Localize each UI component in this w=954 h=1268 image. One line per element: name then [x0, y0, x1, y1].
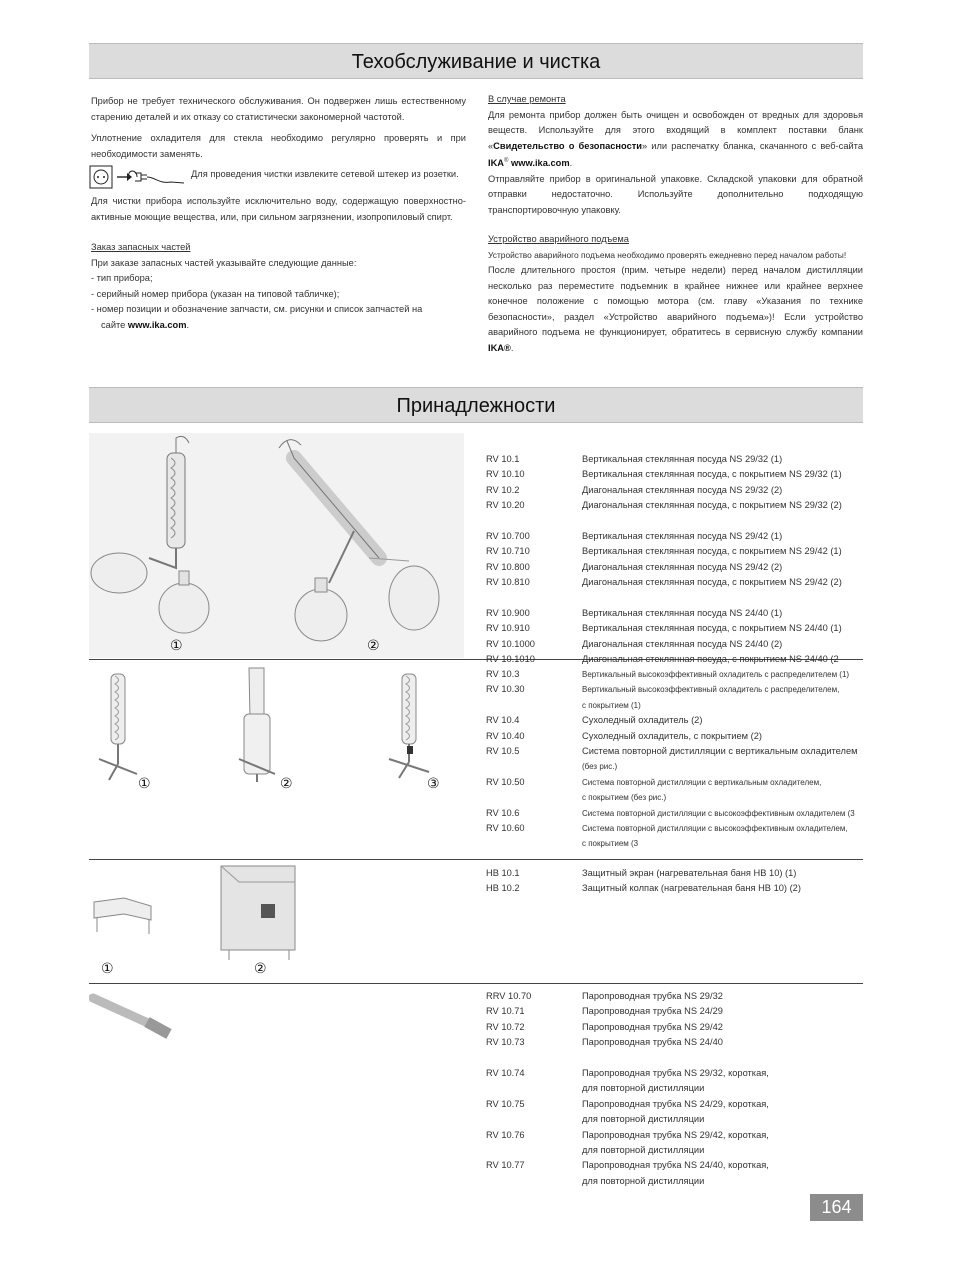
item-code: RRV 10.70	[486, 991, 532, 1001]
item-description: Вертикальная стеклянная посуда, с покрытием NS 24/40 (1)	[582, 623, 842, 634]
glassware-image	[89, 433, 464, 658]
label-two: ②	[280, 775, 293, 791]
shields-drawing	[89, 862, 299, 962]
spare-parts-item: - номер позиции и обозначение запчасти, см. рисунки и список запчастей на	[91, 304, 423, 314]
item-code: RV 10.20	[486, 500, 525, 511]
item-code: RV 10.1010	[486, 654, 535, 665]
repair-text: Для ремонта прибор должен быть очищен и освобожден от вредных для здоровья веществ. Используйте для этого входящий в комплект поставки бланк «Свидетельство о безопасности» или распечатку бланка, скачанного с веб-сайта IKA® www.ika.com.	[488, 109, 864, 169]
item-code: RV 10.60	[486, 823, 525, 834]
item-code: RV 10.3	[486, 669, 520, 679]
item-description: Защитный экран (нагревательная баня HB 10) (1)	[582, 868, 797, 878]
ika-link[interactable]: www.ika.com	[511, 158, 570, 169]
item-code: RV 10.10	[486, 469, 525, 480]
item-description: Вертикальная стеклянная посуда, с покрытием NS 29/42 (1)	[582, 546, 842, 557]
section-title-accessories: Принадлежности	[89, 387, 863, 423]
item-code: RV 10.1	[486, 454, 520, 464]
repair-text-1: Для ремонта прибор должен быть очищен и освобожден от вредных для здоровья веществ. Используйте для этого входящий в комплект поставки бланк «	[488, 109, 863, 151]
maint-para-3: Для чистки прибора используйте исключительно воду, содержащую поверхностно-активные моющие вещества, или, при сильном загрязнении, изопропиловый спирт.	[91, 196, 466, 222]
item-code: RV 10.72	[486, 1021, 525, 1032]
item-description: Система повторной дистилляции с высокоэффективным охладителем,	[582, 824, 848, 834]
glassware-descriptions	[582, 452, 864, 668]
item-code: RV 10.71	[486, 1006, 525, 1017]
item-code	[486, 698, 525, 713]
item-description: с покрытием (1)	[582, 700, 641, 710]
repair-block	[488, 92, 863, 218]
item-description: Система повторной дистилляции с вертикальным охладителем	[582, 746, 858, 757]
item-code: RV 10.50	[486, 776, 525, 787]
item-code: RV 10.76	[486, 1129, 525, 1140]
label-one: ①	[138, 775, 151, 791]
ika-brand: IKA	[488, 158, 505, 169]
item-description: Паропроводная трубка NS 24/40	[582, 1037, 723, 1048]
vapor-tube-drawing	[89, 990, 179, 1040]
item-code	[486, 514, 535, 529]
item-code: RV 10.710	[486, 546, 530, 557]
item-description: Вертикальная стеклянная посуда NS 24/40 (1)	[582, 608, 783, 619]
spare-parts-title: Заказ запасных частей	[91, 242, 191, 252]
vapor-tube-codes	[486, 989, 531, 1174]
item-code: RV 10.6	[486, 807, 520, 818]
safety-cert: Свидетельство о безопасности	[493, 140, 643, 151]
item-code: RV 10.40	[486, 730, 525, 741]
item-description: для повторной дистилляции	[582, 1083, 705, 1094]
item-description: Вертикальная стеклянная посуда NS 29/32 (1)	[582, 454, 783, 464]
unplug-note: Для проведения чистки извлеките сетевой штекер из розетки.	[191, 169, 459, 179]
reg-mark: ®	[504, 158, 509, 164]
item-description: Система повторной дистилляции с вертикальным охладителем,	[582, 777, 822, 787]
item-description: Паропроводная трубка NS 24/29	[582, 1006, 723, 1017]
item-code: RV 10.30	[486, 684, 525, 695]
item-description: Паропроводная трубка NS 24/40, короткая,	[582, 1160, 769, 1171]
item-code	[486, 790, 525, 805]
coolers-descriptions	[582, 667, 864, 852]
vapor-tube-image	[89, 990, 179, 1040]
repair-text-2: » или распечатку бланка, скачанного с веб-сайта	[642, 140, 864, 151]
item-description: Диагональная стеклянная посуда, с покрытием NS 29/32 (2)	[582, 500, 842, 511]
item-code	[486, 759, 525, 774]
item-code: HB 10.1	[486, 868, 520, 878]
lift-block	[488, 232, 863, 356]
item-description	[582, 1051, 864, 1066]
label-two: ②	[254, 960, 267, 976]
label-three: ③	[427, 775, 440, 791]
item-description: с покрытием (3	[582, 839, 639, 849]
item-description: с покрытием (без рис.)	[582, 793, 667, 803]
item-description: Система повторной дистилляции с высокоэффективным охладителем (3	[582, 808, 855, 818]
page-number: 164	[810, 1194, 863, 1221]
lift-text-1: Устройство аварийного подъема необходимо проверять ежедневно перед началом работы!	[488, 249, 847, 260]
item-code: RV 10.74	[486, 1068, 525, 1079]
lift-text-2-body: После длительного простоя (прим. четыре недели) перед началом дистилляции несколько раз переместите подъемник в крайнее нижнее или крайнее верхнее конечное положение с помощью мотора (см. главу «Указания по технике безопасности», раздел «Устройство аварийного подъема»)! Если устройство аварийного подъема не функционирует, обратитесь в сервисную службу компании	[488, 265, 863, 337]
item-code: RV 10.800	[486, 561, 530, 572]
item-description: Паропроводная трубка NS 29/32	[582, 991, 723, 1001]
vapor-tube-descriptions	[582, 989, 864, 1189]
item-description: Вертикальный высокоэффективный охладитель с распределителем,	[582, 685, 840, 695]
label-one: ①	[170, 637, 183, 653]
item-code: RV 10.910	[486, 623, 530, 634]
item-description: (без рис.)	[582, 762, 618, 772]
item-description: Вертикальная стеклянная посуда, с покрытием NS 29/32 (1)	[582, 469, 842, 480]
item-description: Паропроводная трубка NS 29/32, короткая,	[582, 1068, 769, 1079]
item-description: Паропроводная трубка NS 29/42, короткая,	[582, 1129, 769, 1140]
item-description: Диагональная стеклянная посуда NS 24/40 (2)	[582, 638, 783, 649]
item-description: для повторной дистилляции	[582, 1175, 705, 1186]
item-code: RV 10.700	[486, 531, 530, 542]
label-two: ②	[367, 637, 380, 653]
item-description: Паропроводная трубка NS 24/29, короткая,	[582, 1098, 769, 1109]
spare-parts-site-line: сайте www.ika.com.	[101, 319, 190, 330]
ika-link[interactable]: www.ika.com	[127, 319, 187, 330]
item-code: RV 10.77	[486, 1160, 525, 1171]
shields-codes	[486, 866, 520, 897]
spare-parts-item: - серийный номер прибора (указан на типовой табличке);	[91, 288, 340, 299]
item-code	[486, 1081, 531, 1096]
spare-parts-tail: сайте	[101, 319, 128, 330]
item-description: Защитный колпак (нагревательная баня HB 10) (2)	[582, 883, 801, 894]
item-description	[582, 514, 864, 529]
item-code: RV 10.73	[486, 1037, 525, 1048]
item-code: HB 10.2	[486, 883, 520, 894]
item-description: Сухоледный охладитель, с покрытием (2)	[582, 730, 762, 741]
shields-descriptions	[582, 866, 864, 897]
item-code	[486, 1143, 531, 1158]
section-title-maintenance: Техобслуживание и чистка	[89, 43, 863, 79]
item-description: Диагональная стеклянная посуда, с покрытием NS 24/40 (2	[582, 654, 839, 665]
item-code	[486, 1051, 531, 1066]
repair-title: В случае ремонта	[488, 94, 566, 104]
item-code: RV 10.1000	[486, 638, 535, 649]
item-description: Диагональная стеклянная посуда NS 29/42 (2)	[582, 561, 783, 572]
maint-para-1: Прибор не требует технического обслуживания. Он подвержен лишь естественному старению деталей и их отказу со статистически закономерной частотой.	[91, 96, 466, 122]
glassware-drawing	[89, 433, 464, 658]
lift-title: Устройство аварийного подъема	[488, 234, 629, 244]
item-code: RV 10.810	[486, 577, 530, 588]
shields-image	[89, 862, 299, 962]
item-description: Паропроводная трубка NS 29/42	[582, 1021, 723, 1032]
item-code: RV 10.900	[486, 608, 530, 619]
item-description	[582, 591, 864, 606]
item-description: Диагональная стеклянная посуда NS 29/32 (2)	[582, 484, 783, 495]
item-code: RV 10.2	[486, 484, 520, 495]
item-code: RV 10.5	[486, 746, 520, 757]
label-one: ①	[101, 960, 114, 976]
item-description: для повторной дистилляции	[582, 1114, 705, 1125]
item-code	[486, 591, 535, 606]
lift-text-2: После длительного простоя (прим. четыре недели) перед началом дистилляции несколько раз переместите подъемник в крайнее нижнее или крайнее верхнее конечное положение с помощью мотора (см. главу «Указания по технике безопасности», раздел «Устройство аварийного подъема»)! Если устройство аварийного подъема не функционирует, обратитесь в сервисную службу компании IKA®.	[488, 265, 863, 353]
item-code	[486, 1112, 531, 1127]
spare-parts-intro: При заказе запасных частей указывайте следующие данные:	[91, 257, 357, 268]
item-code: RV 10.75	[486, 1098, 525, 1109]
item-description: для повторной дистилляции	[582, 1145, 705, 1156]
item-code: RV 10.4	[486, 715, 520, 726]
item-description: Сухоледный охладитель (2)	[582, 715, 703, 726]
item-description: Диагональная стеклянная посуда, с покрытием NS 29/42 (2)	[582, 577, 842, 588]
ika-brand: IKA®	[488, 342, 511, 353]
glassware-codes	[486, 452, 535, 668]
maint-para-2: Уплотнение охладителя для стекла необходимо регулярно проверять и при необходимости заменять.	[91, 133, 466, 159]
spare-parts-block	[91, 240, 466, 333]
unplug-icon	[89, 164, 189, 190]
spare-parts-item: - тип прибора;	[91, 273, 153, 283]
unplug-instruction	[89, 164, 469, 190]
item-description: Вертикальный высокоэффективный охладитель с распределителем (1)	[582, 670, 850, 679]
coolers-codes	[486, 667, 525, 836]
item-description: Вертикальная стеклянная посуда NS 29/42 (1)	[582, 531, 783, 542]
repair-text-3: Отправляйте прибор в оригинальной упаковке. Складской упаковки для обратной отправки недостаточно. Используйте дополнительно подходящую транспортировочную упаковку.	[488, 173, 863, 215]
